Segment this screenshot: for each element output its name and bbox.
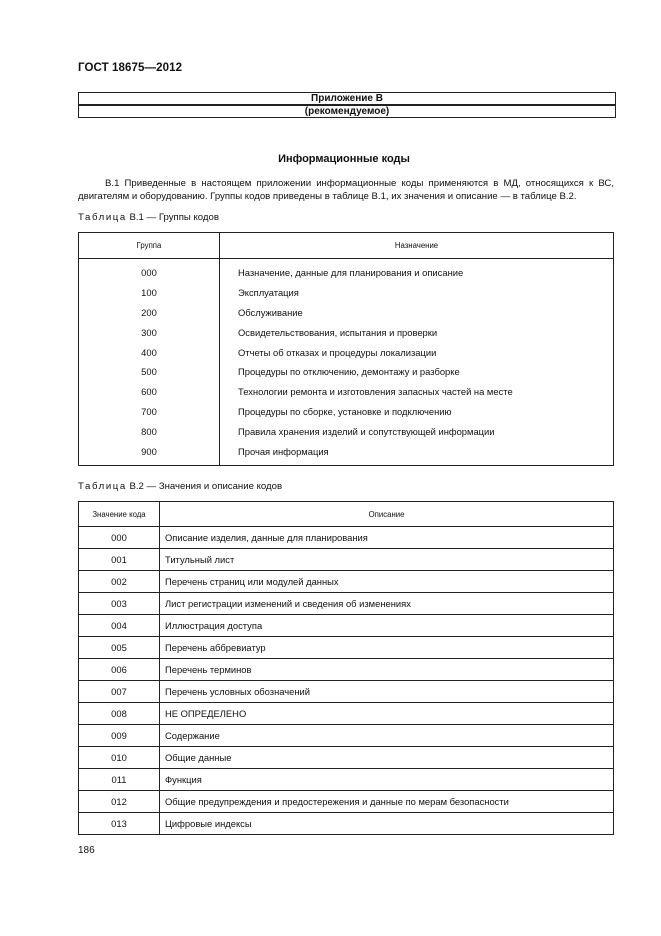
code-value: 000 xyxy=(79,527,160,549)
appendix-title: Приложение В xyxy=(78,92,616,105)
table-row xyxy=(79,441,614,465)
code-value: 007 xyxy=(79,681,160,703)
table-header-row xyxy=(79,233,614,259)
table-row xyxy=(79,681,614,703)
column-header-purpose: Назначение xyxy=(220,233,614,259)
code-description: НЕ ОПРЕДЕЛЕНО xyxy=(160,703,614,725)
code-value: 009 xyxy=(79,725,160,747)
table1-caption-prefix: Таблица xyxy=(78,212,127,223)
table-row xyxy=(79,402,614,422)
table-row xyxy=(79,303,614,323)
code-description: Перечень страниц или модулей данных xyxy=(160,571,614,593)
column-header-code-value: Значение кода xyxy=(79,502,160,527)
table-row xyxy=(79,747,614,769)
code-value: 002 xyxy=(79,571,160,593)
code-value: 008 xyxy=(79,703,160,725)
code-description: Содержание xyxy=(160,725,614,747)
table-row xyxy=(79,637,614,659)
table-row xyxy=(79,259,614,283)
table2-caption xyxy=(78,481,282,492)
section-heading: Информационные коды xyxy=(278,153,410,165)
group-code: 100 xyxy=(79,283,220,303)
group-purpose: Процедуры по отключению, демонтажу и разборке xyxy=(238,366,460,378)
table1-caption-text: В.1 — Группы кодов xyxy=(126,212,219,223)
table-row xyxy=(79,527,614,549)
table2-caption-prefix: Таблица xyxy=(78,481,127,492)
code-description: Иллюстрация доступа xyxy=(160,615,614,637)
code-value: 005 xyxy=(79,637,160,659)
table-row xyxy=(79,769,614,791)
group-code: 500 xyxy=(79,362,220,382)
code-description: Перечень терминов xyxy=(160,659,614,681)
table-row xyxy=(79,659,614,681)
group-code: 200 xyxy=(79,303,220,323)
table-row xyxy=(79,571,614,593)
code-value: 010 xyxy=(79,747,160,769)
table-row xyxy=(79,703,614,725)
table-row xyxy=(79,549,614,571)
table-row xyxy=(79,813,614,835)
code-values-table xyxy=(78,501,614,835)
group-purpose: Эксплуатация xyxy=(238,287,299,299)
code-description: Перечень условных обозначений xyxy=(160,681,614,703)
page-number: 186 xyxy=(78,845,95,856)
code-value: 004 xyxy=(79,615,160,637)
table-row xyxy=(79,615,614,637)
code-value: 003 xyxy=(79,593,160,615)
table-row xyxy=(79,791,614,813)
code-description: Лист регистрации изменений и сведения об изменениях xyxy=(160,593,614,615)
table2-caption-text: В.2 — Значения и описание кодов xyxy=(126,481,283,492)
code-description: Цифровые индексы xyxy=(160,813,614,835)
table-row xyxy=(79,593,614,615)
group-code: 000 xyxy=(79,259,220,283)
group-code: 900 xyxy=(79,441,220,465)
table-row xyxy=(79,421,614,441)
code-value: 012 xyxy=(79,791,160,813)
group-code: 300 xyxy=(79,322,220,342)
group-purpose: Назначение, данные для планирования и описание xyxy=(238,267,464,279)
table-row xyxy=(79,382,614,402)
code-value: 013 xyxy=(79,813,160,835)
code-description: Описание изделия, данные для планирования xyxy=(165,532,368,543)
column-header-description: Описание xyxy=(160,502,614,527)
group-purpose: Технологии ремонта и изготовления запасных частей на месте xyxy=(238,386,513,398)
group-purpose: Прочая информация xyxy=(238,445,329,457)
table-header-row xyxy=(79,502,614,527)
table1-caption xyxy=(78,212,219,223)
code-value: 006 xyxy=(79,659,160,681)
code-value: 011 xyxy=(79,769,160,791)
group-code: 600 xyxy=(79,382,220,402)
group-purpose: Процедуры по сборке, установке и подключению xyxy=(238,405,452,417)
table-row xyxy=(79,283,614,303)
group-code: 400 xyxy=(79,342,220,362)
group-code: 700 xyxy=(79,402,220,422)
code-groups-table xyxy=(78,232,614,466)
table-row xyxy=(79,725,614,747)
group-purpose: Обслуживание xyxy=(238,306,303,318)
group-code: 800 xyxy=(79,421,220,441)
table-row xyxy=(79,342,614,362)
document-code: ГОСТ 18675—2012 xyxy=(78,62,183,74)
column-header-group: Группа xyxy=(79,233,220,259)
group-purpose: Освидетельствования, испытания и проверки xyxy=(238,326,438,338)
code-value: 001 xyxy=(79,549,160,571)
appendix-subtitle: (рекомендуемое) xyxy=(78,105,616,118)
group-purpose: Отчеты об отказах и процедуры локализации xyxy=(238,346,437,358)
code-description: Функция xyxy=(160,769,614,791)
table-row xyxy=(79,362,614,382)
table-row xyxy=(79,322,614,342)
code-description: Перечень аббревиатур xyxy=(160,637,614,659)
code-description: Общие предупреждения и предостережения и данные по мерам безопасности xyxy=(160,791,614,813)
code-description: Общие данные xyxy=(160,747,614,769)
intro-paragraph: В.1 Приведенные в настоящем приложении информационные коды применяются в МД, относящихся к ВС, двигателям и оборудованию. Группы кодов приведены в таблице В.1, их значения и описание — в таблице В.2. xyxy=(78,178,614,202)
code-description: Титульный лист xyxy=(160,549,614,571)
group-purpose: Правила хранения изделий и сопутствующей информации xyxy=(238,425,495,437)
